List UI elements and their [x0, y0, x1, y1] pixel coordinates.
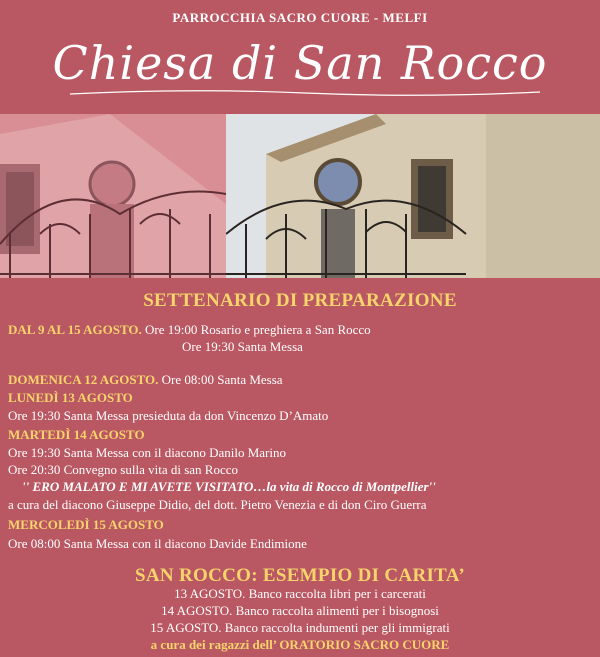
martedi-text1: Ore 19:30 Santa Messa con il diacono Danilo Marino	[8, 445, 286, 460]
carita-line4: a cura dei ragazzi dell’ ORATORIO SACRO CUORE	[150, 637, 450, 652]
carita-line1: 13 AGOSTO. Banco raccolta libri per i carcerati	[174, 586, 426, 601]
lunedi-date-label: LUNEDÌ 13 AGOSTO	[8, 390, 133, 405]
martedi-date-label: MARTEDÌ 14 AGOSTO	[8, 427, 145, 442]
church-photo	[0, 114, 600, 278]
schedule-domenica	[8, 372, 283, 388]
section-title-settenario: SETTENARIO DI PREPARAZIONE	[143, 290, 457, 311]
carita-line3: 15 AGOSTO. Banco raccolta indumenti per gli immigrati	[150, 620, 450, 635]
mercoledi-text: Ore 08:00 Santa Messa con il diacono Davide Endimione	[8, 536, 307, 551]
carita-line2: 14 AGOSTO. Banco raccolta alimenti per i bisognosi	[161, 603, 439, 618]
domenica-text: Ore 08:00 Santa Messa	[158, 372, 283, 387]
martedi-cura: a cura del diacono Giuseppe Didio, del dott. Pietro Venezia e di don Ciro Guerra	[8, 497, 427, 512]
photo-left-tinted	[0, 114, 226, 278]
section-title-carita: SAN ROCCO: ESEMPIO DI CARITA’	[135, 565, 465, 586]
dal-date-label: DAL 9 AL 15 AGOSTO.	[8, 322, 142, 337]
dal-line2: Ore 19:30 Santa Messa	[182, 339, 303, 354]
domenica-date-label: DOMENICA 12 AGOSTO.	[8, 372, 159, 387]
martedi-text2: Ore 20:30 Convegno sulla vita di san Rocco	[8, 462, 238, 477]
lunedi-text: Ore 19:30 Santa Messa presieduta da don Vincenzo D’Amato	[8, 408, 329, 423]
schedule-dal	[8, 322, 371, 338]
poster-title: Chiesa di San Rocco	[52, 36, 548, 90]
photo-right	[226, 114, 600, 278]
martedi-quote: '' ERO MALATO E MI AVETE VISITATO…la vita di Rocco di Montpellier''	[22, 479, 436, 494]
title-flourish	[70, 88, 540, 98]
parish-name: PARROCCHIA SACRO CUORE - MELFI	[172, 10, 428, 25]
mercoledi-date-label: MERCOLEDÌ 15 AGOSTO	[8, 517, 164, 532]
dal-line1: Ore 19:00 Rosario e preghiera a San Rocco	[141, 322, 371, 337]
